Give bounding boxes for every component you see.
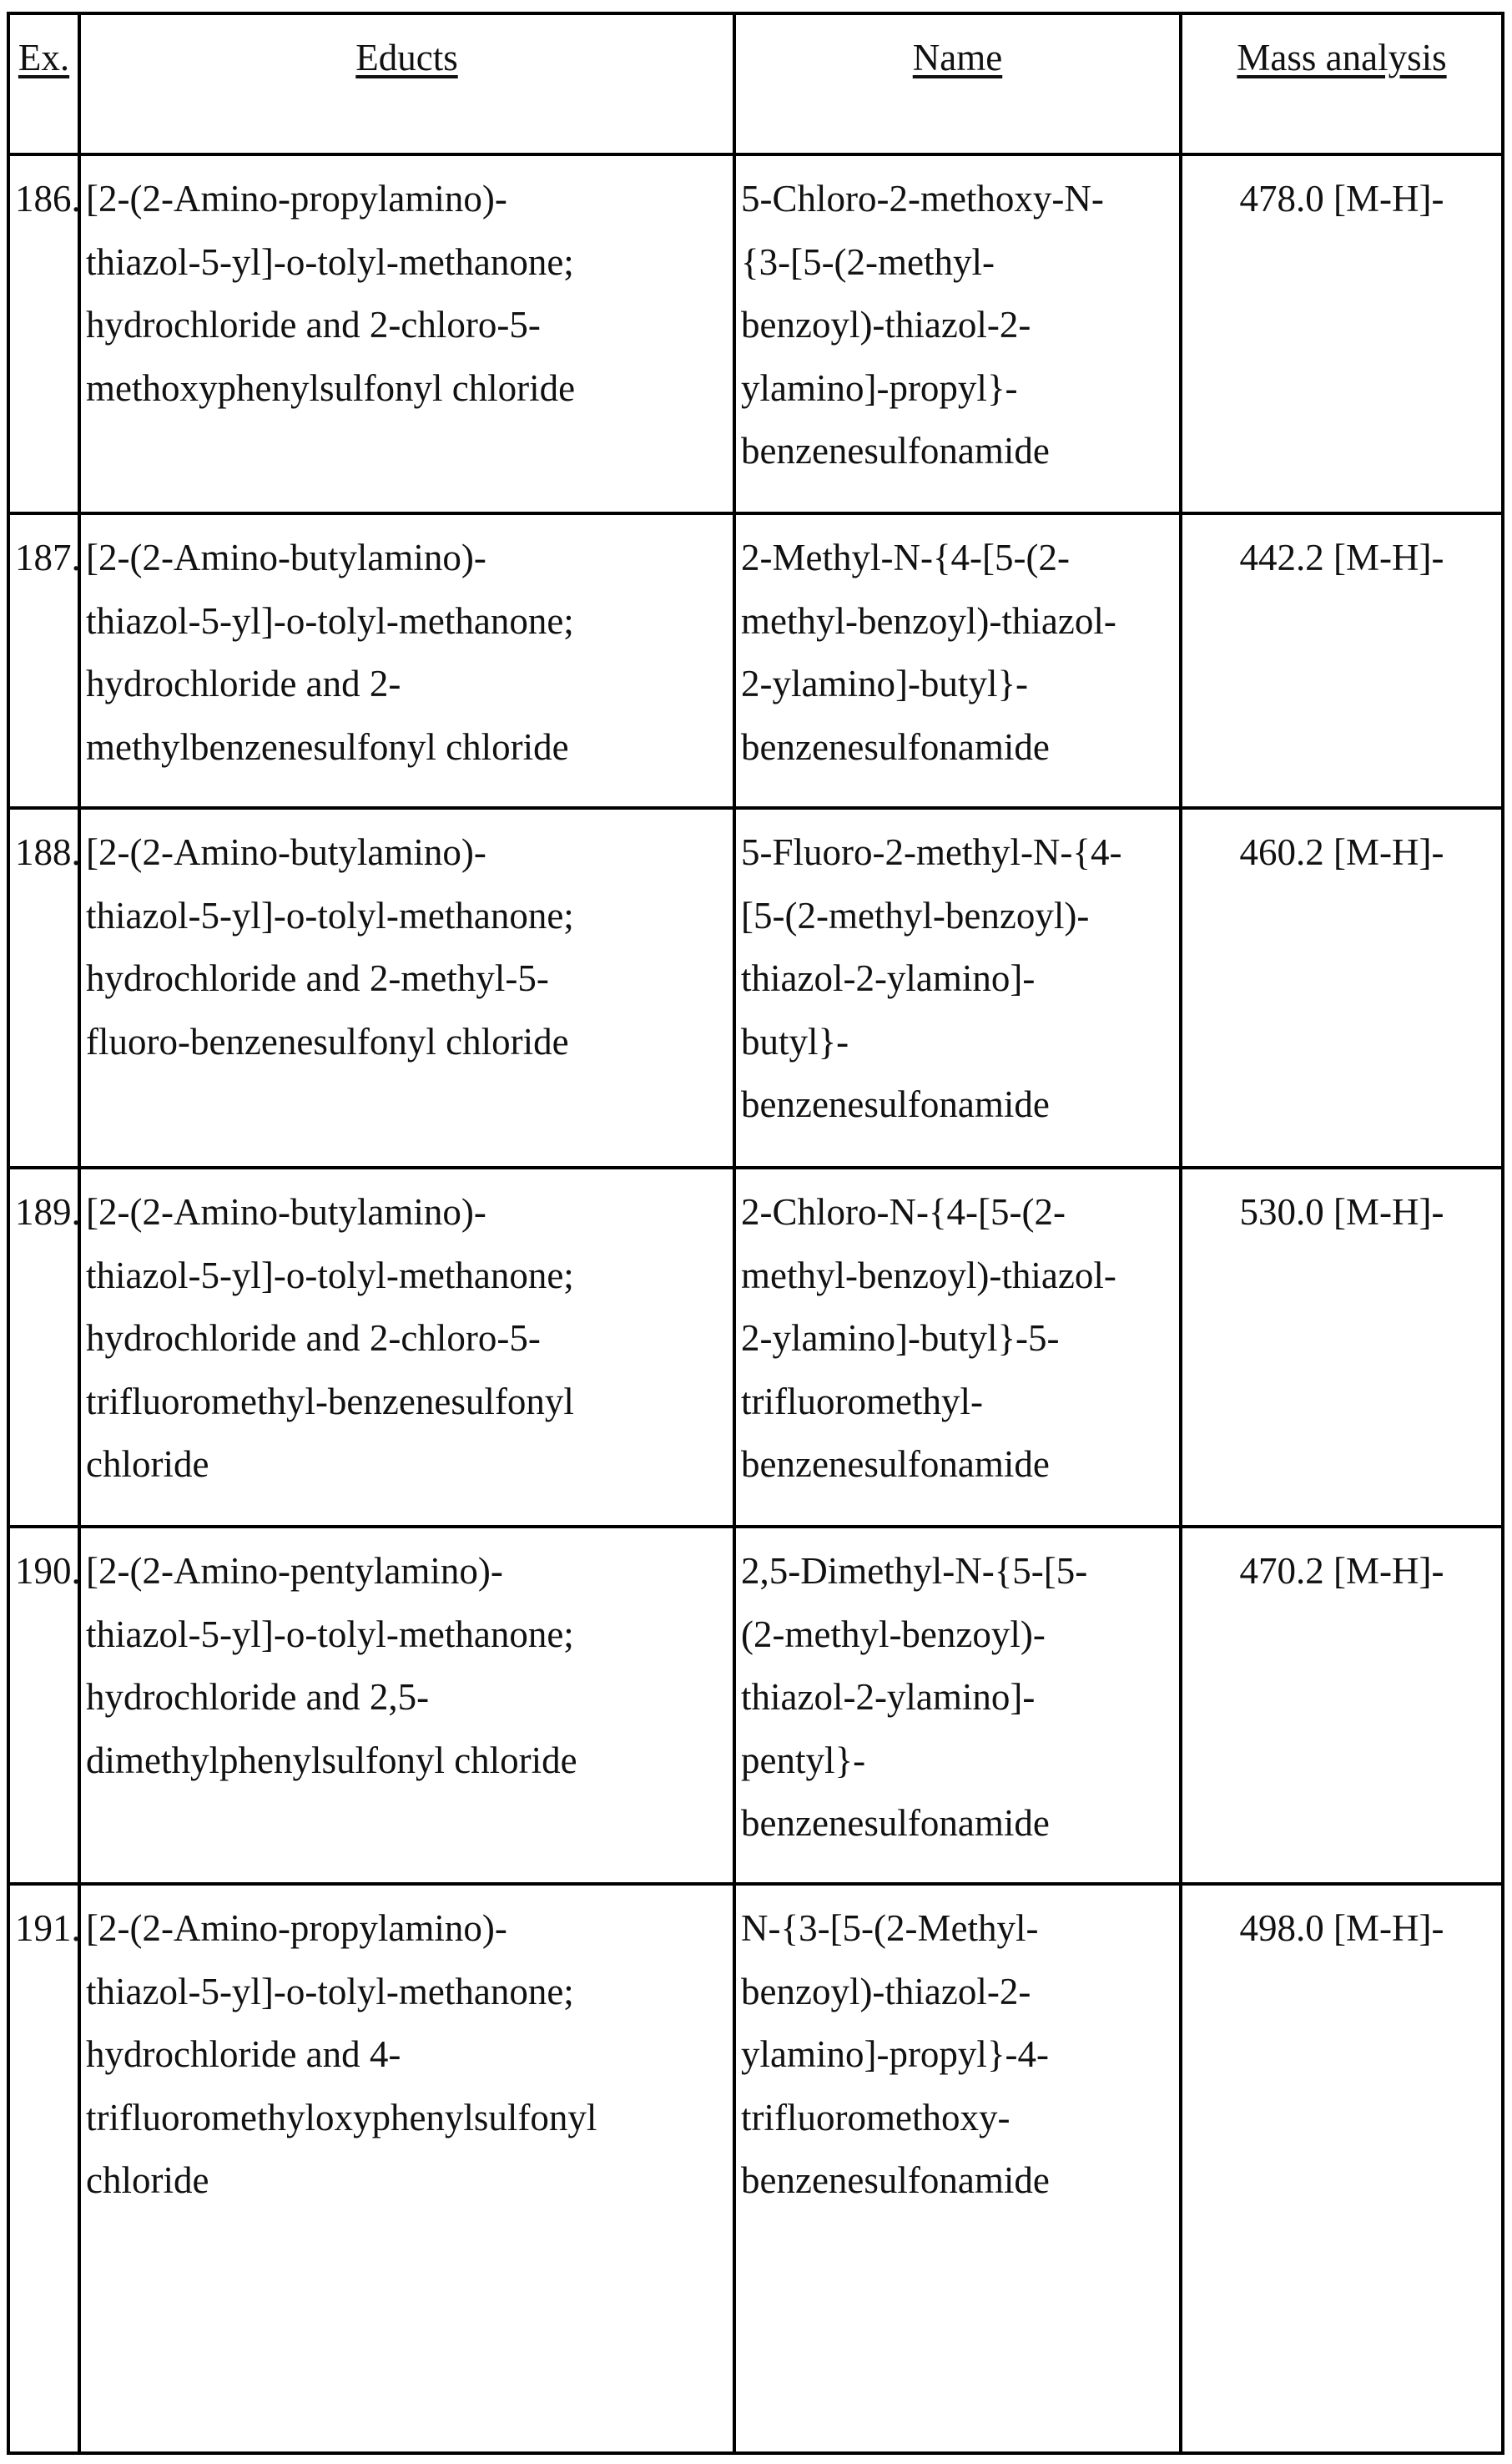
educts-line: fluoro-benzenesulfonyl chloride [86, 1011, 728, 1074]
ex-cell [8, 154, 79, 513]
table-row [8, 1527, 1503, 1884]
educts-line: dimethylphenylsulfonyl chloride [86, 1729, 728, 1793]
ex-cell [8, 513, 79, 808]
ex-cell [8, 1168, 79, 1527]
educts-line: [2-(2-Amino-propylamino)- [86, 168, 728, 231]
educts-line: methoxyphenylsulfonyl chloride [86, 357, 728, 421]
example-number: 189. [15, 1191, 81, 1233]
example-number: 191. [15, 1907, 81, 1949]
mass-value: 498.0 [M-H]- [1240, 1907, 1444, 1949]
example-number: 186. [15, 178, 81, 220]
educts-line: thiazol-5-yl]-o-tolyl-methanone; [86, 1245, 728, 1308]
header-name: Name [734, 13, 1181, 154]
educts-line: hydrochloride and 2- [86, 653, 728, 716]
ex-cell [8, 808, 79, 1168]
name-cell [734, 808, 1181, 1168]
name-line: 2-ylamino]-butyl}-5- [741, 1307, 1174, 1371]
mass-cell [1181, 808, 1503, 1168]
educts-cell [79, 1527, 734, 1884]
name-line: ylamino]-propyl}-4- [741, 2023, 1174, 2087]
mass-value: 460.2 [M-H]- [1240, 831, 1444, 873]
name-cell [734, 1884, 1181, 2453]
name-line: butyl}- [741, 1011, 1174, 1074]
name-line: (2-methyl-benzoyl)- [741, 1603, 1174, 1667]
header-educts: Educts [79, 13, 734, 154]
name-line: [5-(2-methyl-benzoyl)- [741, 885, 1174, 948]
name-line: benzenesulfonamide [741, 1433, 1174, 1497]
name-line: ylamino]-propyl}- [741, 357, 1174, 421]
educts-line: hydrochloride and 2-chloro-5- [86, 1307, 728, 1371]
name-line: {3-[5-(2-methyl- [741, 231, 1174, 295]
name-line: benzenesulfonamide [741, 1073, 1174, 1137]
educts-cell [79, 1884, 734, 2453]
mass-value: 442.2 [M-H]- [1240, 537, 1444, 578]
mass-value: 470.2 [M-H]- [1240, 1550, 1444, 1592]
header-mass-analysis: Mass analysis [1181, 13, 1503, 154]
name-line: 5-Fluoro-2-methyl-N-{4- [741, 821, 1174, 885]
mass-cell [1181, 1884, 1503, 2453]
name-line: benzenesulfonamide [741, 1792, 1174, 1856]
name-line: thiazol-2-ylamino]- [741, 1666, 1174, 1729]
educts-line: thiazol-5-yl]-o-tolyl-methanone; [86, 590, 728, 654]
name-cell [734, 1527, 1181, 1884]
ex-cell [8, 1527, 79, 1884]
name-line: 5-Chloro-2-methoxy-N- [741, 168, 1174, 231]
name-line: 2,5-Dimethyl-N-{5-[5- [741, 1540, 1174, 1603]
educts-cell [79, 808, 734, 1168]
name-line: methyl-benzoyl)-thiazol- [741, 1245, 1174, 1308]
educts-line: hydrochloride and 2,5- [86, 1666, 728, 1729]
mass-cell [1181, 154, 1503, 513]
name-line: thiazol-2-ylamino]- [741, 947, 1174, 1011]
mass-cell [1181, 1527, 1503, 1884]
name-cell [734, 513, 1181, 808]
example-number: 190. [15, 1550, 81, 1592]
example-number: 188. [15, 831, 81, 873]
name-line: pentyl}- [741, 1729, 1174, 1793]
educts-line: thiazol-5-yl]-o-tolyl-methanone; [86, 1961, 728, 2024]
educts-line: [2-(2-Amino-butylamino)- [86, 1181, 728, 1245]
table-row [8, 808, 1503, 1168]
name-line: benzenesulfonamide [741, 2149, 1174, 2213]
educts-line: hydrochloride and 2-chloro-5- [86, 294, 728, 357]
table-row [8, 1168, 1503, 1527]
name-cell [734, 1168, 1181, 1527]
educts-line: trifluoromethyloxyphenylsulfonyl [86, 2087, 728, 2150]
name-line: trifluoromethoxy- [741, 2087, 1174, 2150]
name-line: methyl-benzoyl)-thiazol- [741, 590, 1174, 654]
educts-line: methylbenzenesulfonyl chloride [86, 716, 728, 780]
header-ex: Ex. [8, 13, 79, 154]
name-line: benzenesulfonamide [741, 420, 1174, 483]
educts-line: hydrochloride and 4- [86, 2023, 728, 2087]
educts-line: [2-(2-Amino-propylamino)- [86, 1897, 728, 1961]
ex-cell [8, 1884, 79, 2453]
name-line: N-{3-[5-(2-Methyl- [741, 1897, 1174, 1961]
name-line: benzoyl)-thiazol-2- [741, 1961, 1174, 2024]
example-number: 187. [15, 537, 81, 578]
educts-line: [2-(2-Amino-pentylamino)- [86, 1540, 728, 1603]
name-line: benzoyl)-thiazol-2- [741, 294, 1174, 357]
table-row [8, 1884, 1503, 2453]
educts-line: trifluoromethyl-benzenesulfonyl [86, 1371, 728, 1434]
educts-line: chloride [86, 1433, 728, 1497]
table-row [8, 513, 1503, 808]
mass-value: 478.0 [M-H]- [1240, 178, 1444, 220]
name-line: trifluoromethyl- [741, 1371, 1174, 1434]
educts-cell [79, 513, 734, 808]
educts-line: thiazol-5-yl]-o-tolyl-methanone; [86, 231, 728, 295]
educts-cell [79, 154, 734, 513]
educts-cell [79, 1168, 734, 1527]
educts-line: hydrochloride and 2-methyl-5- [86, 947, 728, 1011]
name-line: 2-Methyl-N-{4-[5-(2- [741, 527, 1174, 590]
name-line: 2-ylamino]-butyl}- [741, 653, 1174, 716]
educts-line: [2-(2-Amino-butylamino)- [86, 821, 728, 885]
name-line: 2-Chloro-N-{4-[5-(2- [741, 1181, 1174, 1245]
educts-line: thiazol-5-yl]-o-tolyl-methanone; [86, 1603, 728, 1667]
mass-cell [1181, 513, 1503, 808]
examples-table [7, 12, 1504, 2455]
name-cell [734, 154, 1181, 513]
table-row [8, 154, 1503, 513]
name-line: benzenesulfonamide [741, 716, 1174, 780]
educts-line: thiazol-5-yl]-o-tolyl-methanone; [86, 885, 728, 948]
educts-line: chloride [86, 2149, 728, 2213]
mass-cell [1181, 1168, 1503, 1527]
header-row [8, 13, 1503, 154]
mass-value: 530.0 [M-H]- [1240, 1191, 1444, 1233]
educts-line: [2-(2-Amino-butylamino)- [86, 527, 728, 590]
